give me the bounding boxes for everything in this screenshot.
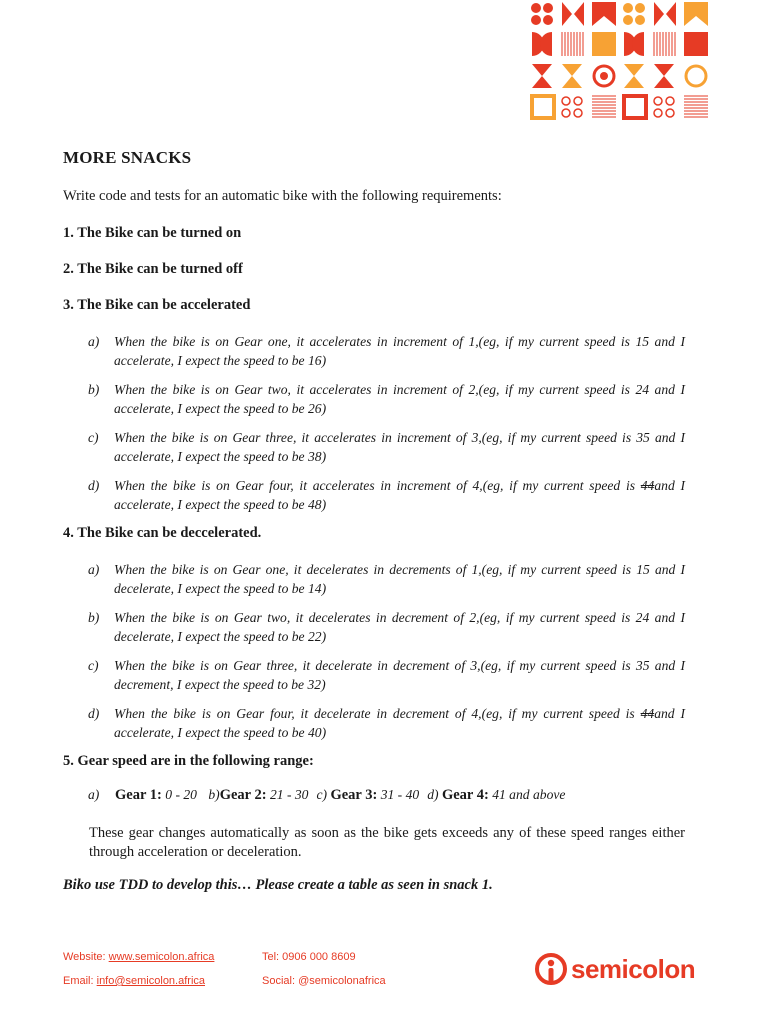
list-letter: b) bbox=[88, 382, 100, 397]
list-text: When the bike is on Gear three, it accelerates in increment of 3,(eg, if my current speed is 35 and I accelerate, I expect the speed to be 38) bbox=[114, 430, 685, 464]
pattern-hourglass-4 bbox=[654, 64, 674, 88]
list-item bbox=[63, 561, 685, 598]
pattern-flag-1 bbox=[592, 2, 616, 26]
list-letter: b) bbox=[88, 610, 100, 625]
struck-value: 44 bbox=[640, 706, 655, 721]
gear-ranges bbox=[88, 787, 685, 804]
email-link[interactable]: info@semicolon.africa bbox=[96, 975, 206, 987]
pattern-frame-2 bbox=[624, 96, 646, 118]
document-body bbox=[63, 148, 685, 894]
gear-change-paragraph: These gear changes automatically as soon as the bike gets exceeds any of these speed ranges either through acceleration or deceleration. bbox=[89, 825, 685, 860]
page-title: MORE SNACKS bbox=[63, 148, 192, 167]
footer-contacts-2 bbox=[262, 949, 386, 997]
pattern-hourglass-3 bbox=[624, 64, 644, 88]
gear-2-label: Gear 2: bbox=[219, 787, 267, 803]
pattern-dots-1 bbox=[531, 3, 553, 25]
closing-note: Biko use TDD to develop this… Please create a table as seen in snack 1. bbox=[63, 877, 493, 893]
semicolon-logo bbox=[535, 951, 695, 987]
pattern-bowtie-1 bbox=[562, 2, 584, 26]
pattern-halfcircles-2 bbox=[624, 32, 644, 56]
requirement-2: 2. The Bike can be turned off bbox=[63, 261, 243, 277]
list-item bbox=[63, 429, 685, 466]
list-text bbox=[114, 477, 685, 514]
intro-text: Write code and tests for an automatic bike with the following requirements: bbox=[63, 188, 502, 204]
requirement-3: 3. The Bike can be accelerated bbox=[63, 297, 251, 313]
list-item bbox=[63, 657, 685, 694]
pattern-ring-2 bbox=[686, 66, 706, 86]
list-letter: d) bbox=[88, 706, 100, 721]
list-item bbox=[63, 477, 685, 514]
pattern-frame-1 bbox=[532, 96, 554, 118]
footer-contacts bbox=[63, 949, 214, 997]
pattern-hourglass-1 bbox=[532, 64, 552, 88]
semicolon-logo-icon bbox=[535, 951, 567, 987]
gear-2-range: 21 - 30 bbox=[269, 787, 309, 802]
list-text-part: and I accelerate, I expect the speed to be 40) bbox=[114, 706, 685, 740]
list-text: When the bike is on Gear one, it decelerates in decrements of 1,(eg, if my current speed is 15 and I decelerate, I expect the speed to be 14) bbox=[114, 562, 685, 596]
pattern-stripes-2 bbox=[654, 32, 675, 56]
decelerate-list bbox=[63, 561, 685, 742]
list-text: When the bike is on Gear one, it accelerates in increment of 1,(eg, if my current speed is 15 and I accelerate, I expect the speed to be 16) bbox=[114, 334, 685, 368]
gear-letter: b) bbox=[208, 787, 220, 802]
list-text: When the bike is on Gear two, it accelerates in increment of 2,(eg, if my current speed is 24 and I accelerate, I expect the speed to be 26) bbox=[114, 382, 685, 416]
list-text-part: When the bike is on Gear four, it decelerate in decrement of 4,(eg, if my current speed is bbox=[114, 706, 641, 721]
decorative-pattern bbox=[528, 0, 712, 124]
requirement-4: 4. The Bike can be deccelerated. bbox=[63, 525, 262, 541]
pattern-stripes-1 bbox=[562, 32, 583, 56]
email-label: Email: bbox=[63, 975, 97, 987]
list-item bbox=[63, 333, 685, 370]
list-text: When the bike is on Gear two, it decelerates in decrement of 2,(eg, if my current speed is 24 and I decelerate, I expect the speed to be 22) bbox=[114, 610, 685, 644]
pattern-hstripes-1 bbox=[592, 96, 616, 117]
list-item bbox=[63, 381, 685, 418]
list-letter: c) bbox=[88, 658, 99, 673]
list-text: When the bike is on Gear three, it decelerate in decrement of 3,(eg, if my current speed is 35 and I decrement, I expect the speed to be 32) bbox=[114, 658, 685, 692]
gear-3-range: 31 - 40 bbox=[380, 787, 420, 802]
pattern-bowtie-2 bbox=[654, 2, 676, 26]
requirement-1: 1. The Bike can be turned on bbox=[63, 225, 242, 241]
list-item bbox=[63, 609, 685, 646]
list-text-part: When the bike is on Gear four, it accelerates in increment of 4,(eg, if my current speed is bbox=[114, 478, 641, 493]
pattern-halfcircles-1 bbox=[532, 32, 552, 56]
footer-website bbox=[63, 949, 214, 973]
accelerate-list bbox=[63, 333, 685, 514]
footer bbox=[63, 949, 713, 999]
pattern-flag-2 bbox=[684, 2, 708, 26]
list-letter: a) bbox=[88, 562, 100, 577]
gear-1-range: 0 - 20 bbox=[165, 787, 197, 802]
list-letter: d) bbox=[88, 478, 100, 493]
footer-email bbox=[63, 973, 214, 997]
website-label: Website: bbox=[63, 951, 109, 963]
struck-value: 44 bbox=[640, 478, 655, 493]
pattern-dots-2 bbox=[623, 3, 645, 25]
pattern-square-1 bbox=[592, 32, 616, 56]
pattern-hourglass-2 bbox=[562, 64, 582, 88]
footer-social: Social: @semicolonafrica bbox=[262, 975, 386, 987]
gear-4-label: Gear 4: bbox=[441, 787, 489, 803]
pattern-rings-1 bbox=[562, 97, 582, 117]
list-item bbox=[63, 705, 685, 742]
pattern-hstripes-2 bbox=[684, 96, 708, 117]
requirement-5: 5. Gear speed are in the following range: bbox=[63, 753, 314, 769]
gear-1-label: Gear 1: bbox=[115, 787, 162, 803]
gear-4-range: 41 and above bbox=[492, 787, 566, 802]
gear-letter: c) bbox=[316, 787, 328, 802]
pattern-square-2 bbox=[684, 32, 708, 56]
gear-letter: d) bbox=[427, 787, 439, 802]
footer-tel: Tel: 0906 000 8609 bbox=[262, 951, 356, 963]
pattern-ring-1 bbox=[594, 66, 614, 86]
list-text-part: and I accelerate, I expect the speed to be 48) bbox=[114, 478, 685, 512]
gear-letter: a) bbox=[88, 787, 100, 802]
list-text bbox=[114, 705, 685, 742]
pattern-rings-2 bbox=[654, 97, 674, 117]
gear-3-label: Gear 3: bbox=[330, 787, 378, 803]
logo-wordmark: semicolon bbox=[571, 953, 696, 984]
website-link[interactable]: www.semicolon.africa bbox=[108, 951, 215, 963]
list-letter: c) bbox=[88, 430, 99, 445]
list-letter: a) bbox=[88, 334, 100, 349]
